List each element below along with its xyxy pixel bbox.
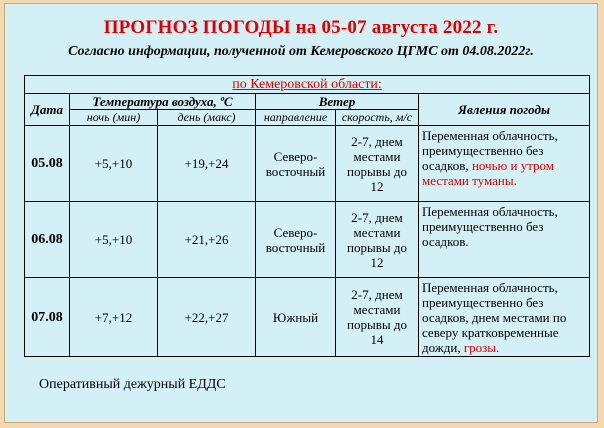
row-night-temp: +5,+10: [70, 202, 158, 278]
row-wind-direction: Южный: [256, 278, 336, 357]
header-day: день (макс): [158, 110, 256, 126]
row-phenomena: [419, 202, 590, 278]
row-wind-direction: Северо-восточный: [256, 126, 336, 202]
header-phenomena: Явления погоды: [419, 94, 590, 126]
row-night-temp: +5,+10: [70, 126, 158, 202]
phenomena-text: Переменная облачность, преимущественно без осадков,: [422, 128, 558, 173]
phenomena-text: Переменная облачность, преимущественно без осадков.: [422, 204, 558, 249]
row-day-temp: +22,+27: [158, 278, 256, 357]
footer-signature: Оперативный дежурный ЕДДС: [39, 377, 226, 392]
forecast-panel: [4, 3, 598, 423]
page-title: ПРОГНОЗ ПОГОДЫ на 05-07 августа 2022 г.: [103, 17, 499, 38]
table-row: [25, 202, 590, 278]
forecast-table: [24, 75, 590, 357]
header-temperature: Температура воздуха, ºС: [70, 94, 256, 110]
row-date: 07.08: [25, 278, 70, 357]
row-night-temp: +7,+12: [70, 278, 158, 357]
row-phenomena: [419, 126, 590, 202]
header-night: ночь (мин): [70, 110, 158, 126]
header-direction: направление: [256, 110, 336, 126]
phenomena-text: Переменная облачность, преимущественно без осадков, днем местами по северу кратковременные дожди,: [422, 280, 567, 355]
table-row: [25, 278, 590, 357]
row-wind-speed: 2-7, днем местами порывы до 12: [336, 202, 419, 278]
table-row: [25, 126, 590, 202]
phenomena-warning: ночью и утром местами туманы.: [422, 158, 555, 188]
region-label: по Кемеровской области:: [232, 77, 382, 92]
row-date: 05.08: [25, 126, 70, 202]
row-day-temp: +19,+24: [158, 126, 256, 202]
header-speed: скорость, м/с: [336, 110, 419, 126]
row-wind-direction: Северо-восточный: [256, 202, 336, 278]
header-wind: Ветер: [256, 94, 419, 110]
row-phenomena: [419, 278, 590, 357]
phenomena-warning: грозы.: [463, 340, 500, 355]
row-date: 06.08: [25, 202, 70, 278]
row-day-temp: +21,+26: [158, 202, 256, 278]
row-wind-speed: 2-7, днем местами порывы до 14: [336, 278, 419, 357]
header-date: Дата: [25, 94, 70, 126]
row-wind-speed: 2-7, днем местами порывы до 12: [336, 126, 419, 202]
region-header: [25, 76, 590, 94]
page-subtitle: Согласно информации, полученной от Кемеровского ЦГМС от 04.08.2022г.: [68, 44, 534, 59]
